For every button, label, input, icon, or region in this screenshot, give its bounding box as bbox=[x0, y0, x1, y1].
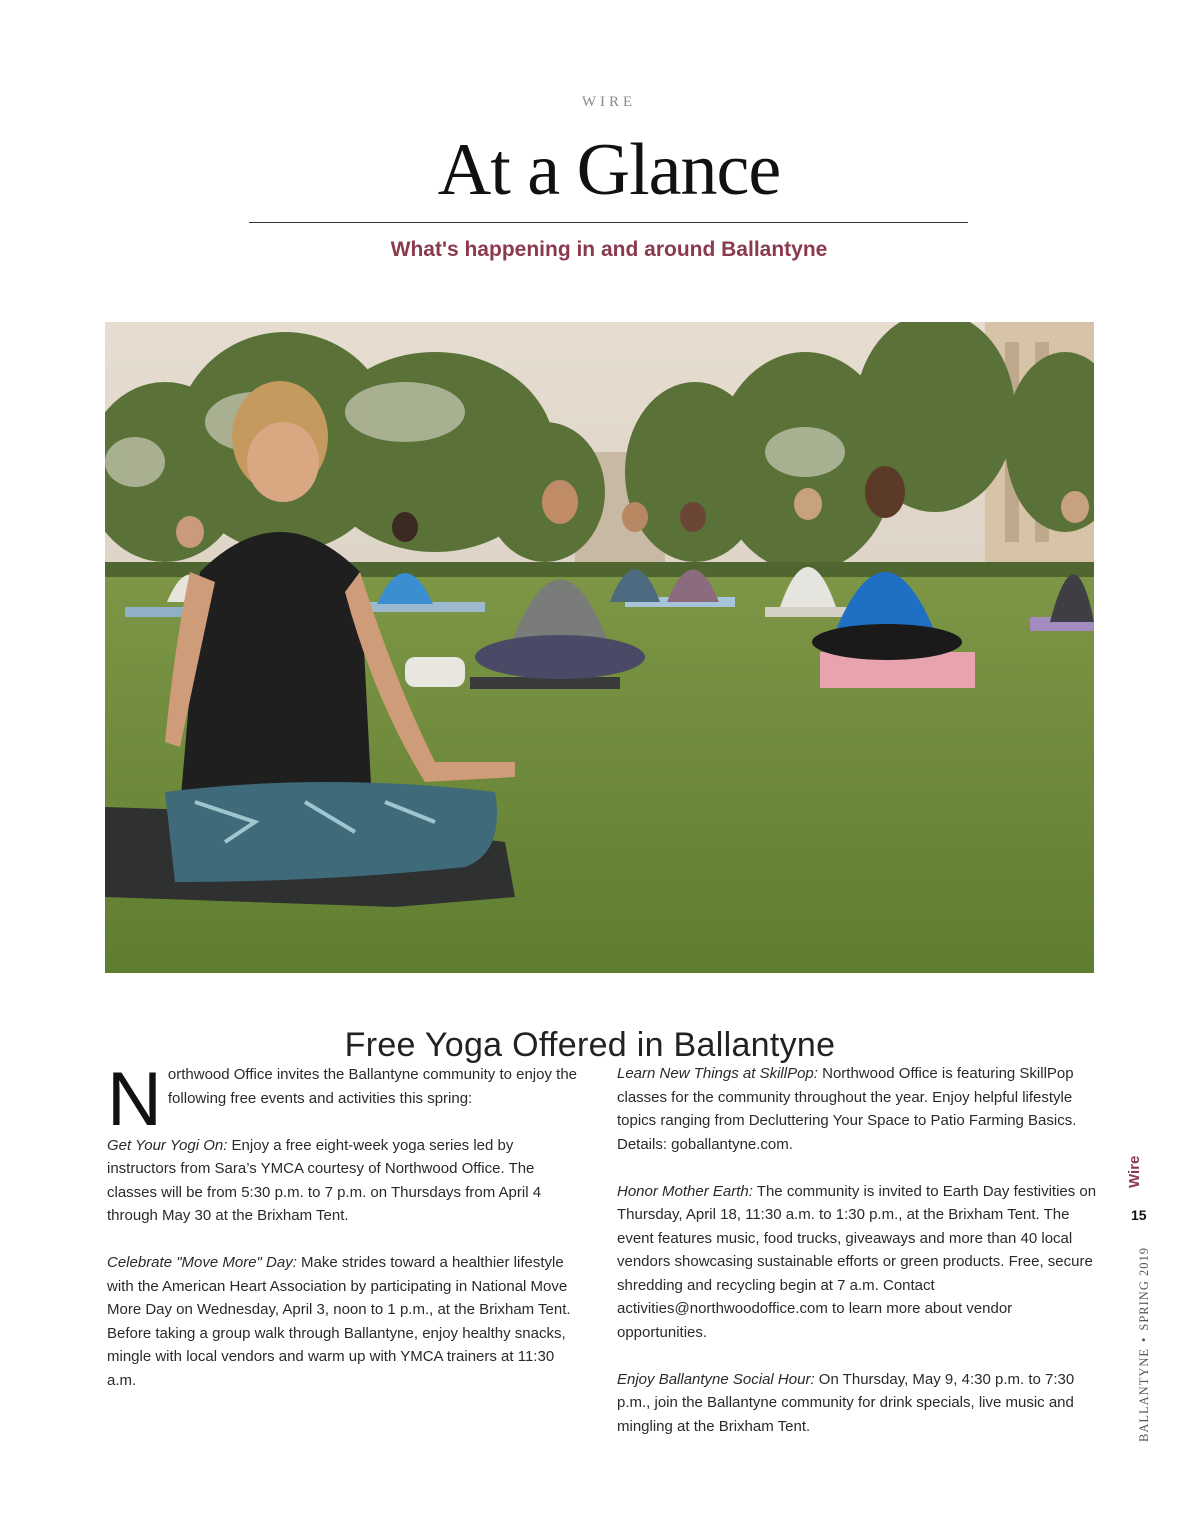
issue-label: SPRING 2019 bbox=[1137, 1247, 1151, 1331]
page-subtitle: What's happening in and around Ballantyne bbox=[390, 238, 828, 261]
event-body: The community is invited to Earth Day festivities on Thursday, April 18, 11:30 a.m. to 1:30 p.m., at the Brixham Tent. The event features music, food trucks, giveaways and more than 40 local vendors showcasing sustainable efforts or green products. Free, secure shredding and recycling begin at 7 a.m. Contact activities@northwoodoffice.com to learn more about vendor opportunities. bbox=[617, 1182, 1097, 1341]
yoga-class-photo bbox=[105, 322, 1094, 973]
event-lead: Get Your Yogi On: bbox=[107, 1136, 228, 1154]
event-body: On Thursday, May 9, 4:30 p.m. to 7:30 p.m., join the Ballantyne community for drink specials, live music and mingling at the Brixham Tent. bbox=[617, 1370, 1075, 1435]
page-number: 15 bbox=[1131, 1207, 1147, 1223]
event-body: Northwood Office is featuring SkillPop classes for the community throughout the year. Enjoy helpful lifestyle topics ranging from Decluttering Your Space to Patio Farming Basics. Details: goballantyne.com. bbox=[617, 1065, 1077, 1153]
event-lead: Enjoy Ballantyne Social Hour: bbox=[617, 1370, 815, 1388]
event-item-social-hour bbox=[617, 1368, 1097, 1439]
event-item-move-more bbox=[107, 1251, 582, 1392]
folio-bullet: • bbox=[1137, 1336, 1151, 1342]
drop-cap: N bbox=[107, 1057, 162, 1142]
event-body: Enjoy a free eight-week yoga series led by instructors from Sara’s YMCA courtesy of Northwood Office. The classes will be from 5:30 p.m. to 7 p.m. on Thursdays from April 4 through May 30 at the Brixham Tent. bbox=[107, 1136, 542, 1224]
folio-magazine bbox=[1137, 1247, 1152, 1442]
event-item-skillpop bbox=[617, 1062, 1097, 1156]
event-item-earth-day bbox=[617, 1180, 1097, 1345]
section-kicker: WIRE bbox=[581, 94, 637, 110]
article-column-left bbox=[107, 1057, 582, 1416]
event-lead: Learn New Things at SkillPop: bbox=[617, 1065, 818, 1082]
page-title: At a Glance bbox=[437, 129, 781, 211]
article-headline: Free Yoga Offered in Ballantyne bbox=[344, 1026, 836, 1065]
article-column-right bbox=[617, 1062, 1097, 1462]
article-intro bbox=[107, 1057, 582, 1142]
intro-text: orthwood Office invites the Ballantyne community to enjoy the following free events and activities this spring: bbox=[167, 1066, 577, 1107]
event-body: Make strides toward a healthier lifestyle with the American Heart Association by participating in National Move More Day on Wednesday, April 3, noon to 1 p.m., at the Brixham Tent. Before taking a group walk through Ballantyne, enjoy healthy snacks, mingle with local vendors and warm up with YMCA trainers at 11:30 a.m. bbox=[107, 1254, 571, 1389]
event-lead: Honor Mother Earth: bbox=[617, 1182, 753, 1200]
title-divider bbox=[249, 222, 968, 223]
event-item-yoga bbox=[107, 1134, 582, 1228]
folio-section: Wire bbox=[1126, 1155, 1143, 1188]
event-lead: Celebrate "Move More" Day: bbox=[107, 1254, 297, 1271]
magazine-name: BALLANTYNE bbox=[1137, 1347, 1151, 1442]
